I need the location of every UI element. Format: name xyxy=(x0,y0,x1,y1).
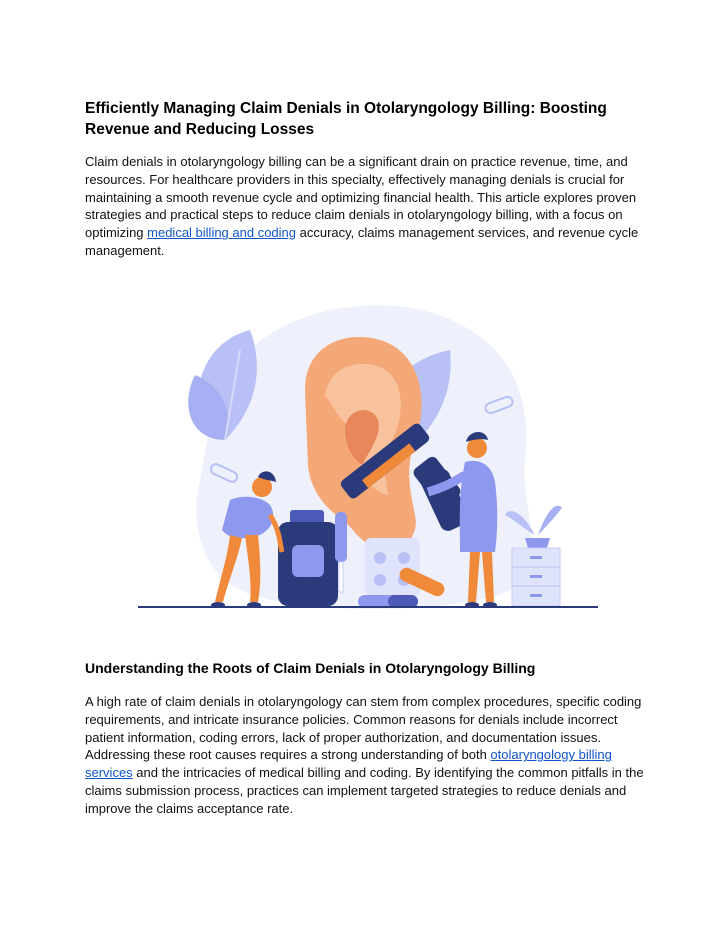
otolaryngology-billing-services-link[interactable]: otolaryngology billing services xyxy=(85,747,612,781)
intro-paragraph xyxy=(85,153,645,260)
medicine-bottle-icon xyxy=(278,510,338,606)
section-heading: Understanding the Roots of Claim Denials in Otolaryngology Billing xyxy=(85,660,536,676)
intro-text-after-link: accuracy, claims management services, and revenue cycle management. xyxy=(85,225,639,258)
intro-text-before-link: Claim denials in otolaryngology billing can be a significant drain on practice revenue, time, and resources. For healthcare providers in this specialty, effectively managing denials is crucial for maintaining a smooth revenue cycle and optimizing financial health. This article explores proven strategies and practical steps to reduce claim denials in otolaryngology billing, with a focus on optimizing xyxy=(85,154,637,241)
medical-billing-coding-link[interactable]: medical billing and coding xyxy=(147,225,297,241)
section-text-after-link: and the intricacies of medical billing and coding. By identifying the common pitfalls in the claims submission process, practices can implement targeted strategies to reduce denials and improve the claims acceptance rate. xyxy=(85,765,644,816)
section-paragraph xyxy=(85,693,645,818)
otolaryngology-illustration xyxy=(130,290,600,620)
article-title: Efficiently Managing Claim Denials in Otolaryngology Billing: Boosting Revenue and Reducing Losses xyxy=(85,100,607,138)
pill-blister-icon xyxy=(365,538,420,596)
section-text-before-link: A high rate of claim denials in otolaryngology can stem from complex procedures, specific coding requirements, and intricate insurance policies. Common reasons for denials include incorrect patient information, coding errors, lack of proper authorization, and documentation issues. Addressing these root causes requires a strong understanding of both xyxy=(85,694,642,763)
